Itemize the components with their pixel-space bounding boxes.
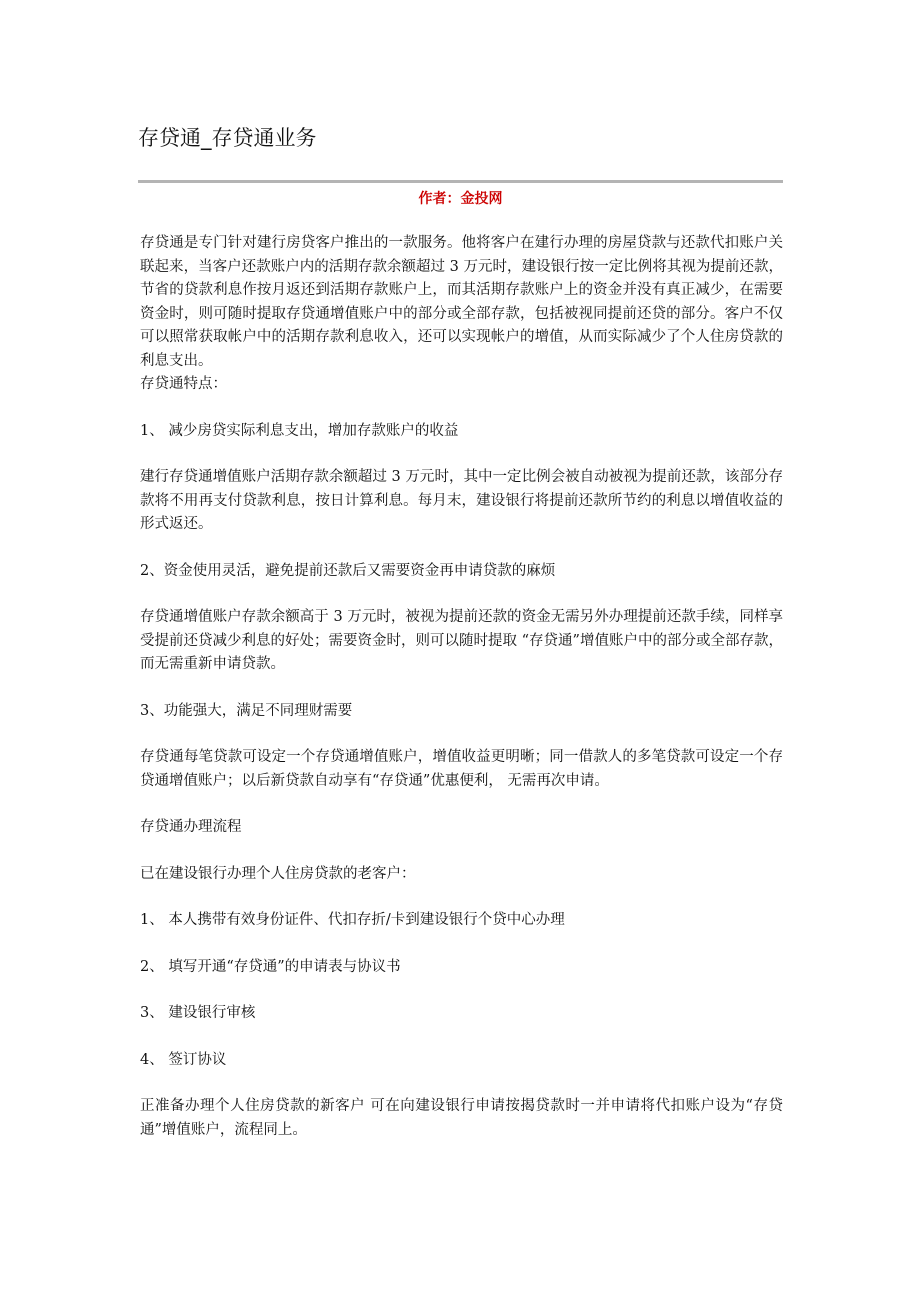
- author-line: 作者：金投网: [418, 191, 503, 207]
- feature-3-paragraph: 存贷通每笔贷款可设定一个存贷通增值账户，增值收益更明晰；同一借款人的多笔贷款可设定一个存贷通增值账户；以后新贷款自动享有“存贷通”优惠便利， 无需再次申请。: [140, 749, 783, 789]
- process-step-4: 4、 签订协议: [140, 1051, 227, 1068]
- features-heading: 存贷通特点：: [140, 376, 227, 392]
- page-title: 存贷通_存贷通业务: [138, 126, 317, 150]
- feature-2-heading: 2、资金使用灵活，避免提前还款后又需要资金再申请贷款的麻烦: [140, 562, 556, 579]
- feature-1-paragraph: 建行存贷通增值账户活期存款余额超过 3 万元时，其中一定比例会被自动被视为提前还款，该部分存款将不用再支付贷款利息，按日计算利息。每月末，建设银行将提前还款所节约的利息以增值收益的形式返还。: [140, 469, 783, 532]
- existing-customers-heading: 已在建设银行办理个人住房贷款的老客户：: [140, 865, 416, 882]
- feature-1-heading: 1、 减少房贷实际利息支出，增加存款账户的收益: [140, 422, 459, 439]
- process-step-1: 1、 本人携带有效身份证件、代扣存折/卡到建设银行个贷中心办理: [140, 912, 565, 928]
- feature-3-heading: 3、功能强大，满足不同理财需要: [140, 702, 353, 719]
- process-step-3: 3、 建设银行审核: [140, 1005, 256, 1021]
- feature-2-paragraph: 存贷通增值账户存款余额高于 3 万元时，被视为提前还款的资金无需另外办理提前还款手续，同样享受提前还贷减少利息的好处；需要资金时，则可以随时提取 “存贷通”增值账户中的部分或全部存款，而无需重新申请贷款。: [140, 609, 783, 672]
- new-customers-paragraph: 正准备办理个人住房贷款的新客户 可在向建设银行申请按揭贷款时一并申请将代扣账户设为“存贷通”增值账户，流程同上。: [140, 1098, 783, 1138]
- article-body: [140, 232, 783, 1142]
- intro-paragraph: 存贷通是专门针对建行房贷客户推出的一款服务。他将客户在建行办理的房屋贷款与还款代扣账户关联起来，当客户还款账户内的活期存款余额超过 3 万元时，建设银行按一定比例将其视为提前还款，节省的贷款利息作按月返还到活期存款账户上，而其活期存款账户上的资金并没有真正减少，在需要资金时，则可随时提取存贷通增值账户中的部分或全部存款，包括被视同提前还贷的部分。客户不仅可以照常获取帐户中的活期存款利息收入，还可以实现帐户的增值，从而实际减少了个人住房贷款的利息支出。: [140, 235, 783, 369]
- process-heading: 存贷通办理流程: [140, 819, 242, 835]
- process-step-2: 2、 填写开通“存贷通”的申请表与协议书: [140, 958, 401, 975]
- title-divider: [138, 180, 783, 183]
